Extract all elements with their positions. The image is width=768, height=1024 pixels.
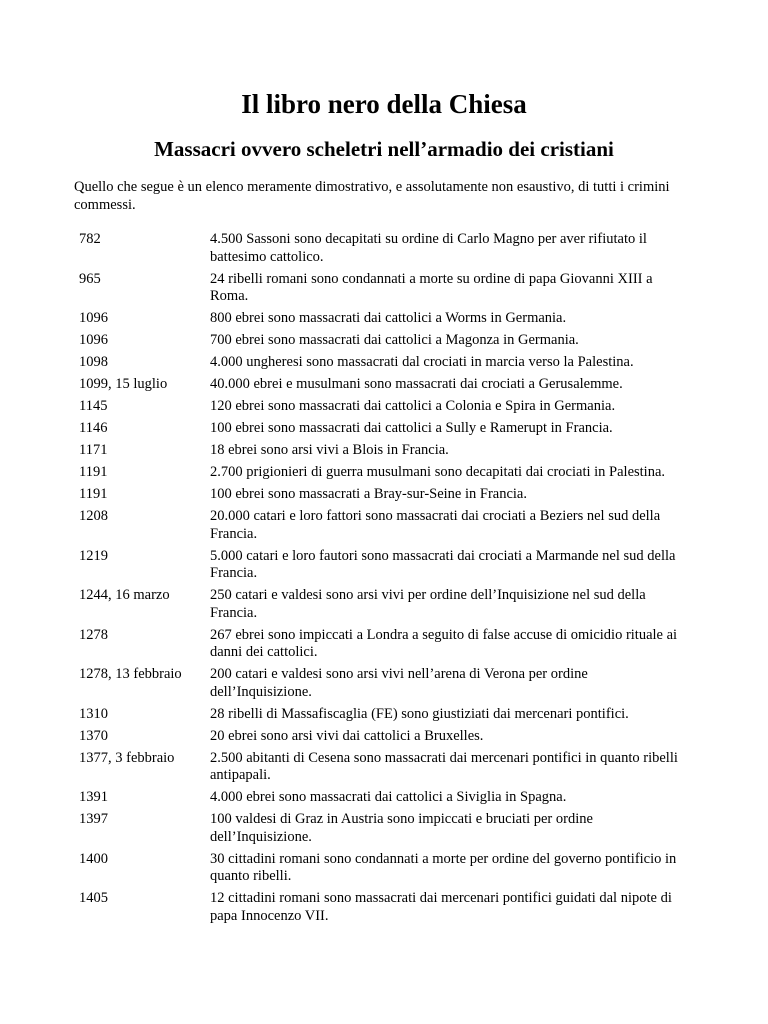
event-row [79, 890, 699, 925]
intro-paragraph: Quello che segue è un elenco meramente dimostrativo, e assolutamente non esaustivo, di tutti i crimini commessi. [74, 179, 670, 213]
event-date: 1310 [79, 705, 108, 722]
event-row [79, 666, 699, 701]
event-description: 120 ebrei sono massacrati dai cattolici a Colonia e Spira in Germania. [210, 398, 616, 414]
event-row [79, 464, 699, 482]
event-description: 700 ebrei sono massacrati dai cattolici a Magonza in Germania. [210, 332, 579, 348]
event-row [79, 271, 699, 306]
event-row [79, 398, 699, 416]
event-date: 1191 [79, 464, 108, 480]
event-row [79, 310, 699, 328]
event-row [79, 789, 699, 807]
event-row [79, 851, 699, 886]
event-date: 1400 [79, 850, 108, 867]
event-row [79, 706, 699, 724]
event-description: 250 catari e valdesi sono arsi vivi per ordine dell’Inquisizione nel sud della Francia. [210, 587, 646, 621]
event-description: 20 ebrei sono arsi vivi dai cattolici a Bruxelles. [210, 727, 484, 744]
event-row [79, 420, 699, 438]
event-description: 100 valdesi di Graz in Austria sono impiccati e bruciati per ordine dell’Inquisizione. [210, 811, 593, 845]
event-date: 1099, 15 luglio [79, 376, 168, 392]
event-date: 965 [79, 270, 101, 287]
event-date: 1146 [79, 420, 108, 436]
event-date: 1370 [79, 727, 108, 744]
event-date: 1405 [79, 890, 108, 906]
event-date: 1244, 16 marzo [79, 587, 170, 603]
event-date: 1397 [79, 811, 108, 827]
event-description: 2.700 prigionieri di guerra musulmani sono decapitati dai crociati in Palestina. [210, 464, 666, 480]
event-date: 1219 [79, 547, 108, 564]
event-description: 12 cittadini romani sono massacrati dai mercenari pontifici guidati dal nipote di papa Innocenzo VII. [210, 890, 672, 924]
page-subtitle: Massacri ovvero scheletri nell’armadio dei cristiani [154, 137, 614, 161]
event-row [79, 728, 699, 746]
event-description: 267 ebrei sono impiccati a Londra a seguito di false accuse di omicidio rituale ai danni dei cattolici. [210, 626, 678, 660]
event-description: 100 ebrei sono massacrati dai cattolici a Sully e Ramerupt in Francia. [210, 420, 613, 436]
event-description: 5.000 catari e loro fautori sono massacrati dai crociati a Marmande nel sud della Francia. [210, 547, 676, 581]
page-title: Il libro nero della Chiesa [241, 89, 527, 119]
event-row [79, 376, 699, 394]
event-row [79, 486, 699, 504]
event-date: 782 [79, 231, 101, 247]
event-description: 100 ebrei sono massacrati a Bray-sur-Seine in Francia. [210, 486, 527, 502]
event-date: 1096 [79, 310, 108, 326]
event-description: 24 ribelli romani sono condannati a morte su ordine di papa Giovanni XIII a Roma. [210, 270, 653, 304]
event-date: 1145 [79, 398, 108, 414]
event-row [79, 627, 699, 662]
event-row [79, 231, 699, 266]
event-row [79, 332, 699, 350]
event-date: 1278 [79, 626, 108, 643]
event-date: 1391 [79, 789, 108, 805]
event-date: 1098 [79, 354, 108, 370]
event-date: 1171 [79, 442, 108, 458]
event-description: 4.500 Sassoni sono decapitati su ordine di Carlo Magno per aver rifiutato il battesimo cattolico. [210, 231, 647, 265]
event-description: 18 ebrei sono arsi vivi a Blois in Francia. [210, 442, 449, 458]
event-row [79, 811, 699, 846]
event-description: 800 ebrei sono massacrati dai cattolici a Worms in Germania. [210, 310, 567, 326]
event-description: 40.000 ebrei e musulmani sono massacrati dai crociati a Gerusalemme. [210, 376, 623, 392]
event-date: 1278, 13 febbraio [79, 666, 182, 682]
event-row [79, 548, 699, 583]
event-description: 20.000 catari e loro fattori sono massacrati dai crociati a Beziers nel sud della Francia. [210, 508, 661, 542]
event-date: 1191 [79, 486, 108, 502]
event-date: 1208 [79, 508, 108, 524]
event-row [79, 750, 699, 785]
event-row [79, 354, 699, 372]
event-description: 2.500 abitanti di Cesena sono massacrati dai mercenari pontifici in quanto ribelli antipapali. [210, 749, 678, 783]
event-date: 1377, 3 febbraio [79, 749, 175, 766]
event-description: 4.000 ebrei sono massacrati dai cattolici a Siviglia in Spagna. [210, 789, 567, 805]
event-row [79, 508, 699, 543]
event-description: 30 cittadini romani sono condannati a morte per ordine del governo pontificio in quanto ribelli. [210, 850, 677, 884]
events-list [79, 231, 699, 930]
event-date: 1096 [79, 332, 108, 348]
event-description: 28 ribelli di Massafiscaglia (FE) sono giustiziati dai mercenari pontifici. [210, 705, 629, 722]
event-description: 4.000 ungheresi sono massacrati dal crociati in marcia verso la Palestina. [210, 354, 634, 370]
event-row [79, 587, 699, 622]
event-row [79, 442, 699, 460]
event-description: 200 catari e valdesi sono arsi vivi nell’arena di Verona per ordine dell’Inquisizione. [210, 666, 588, 700]
